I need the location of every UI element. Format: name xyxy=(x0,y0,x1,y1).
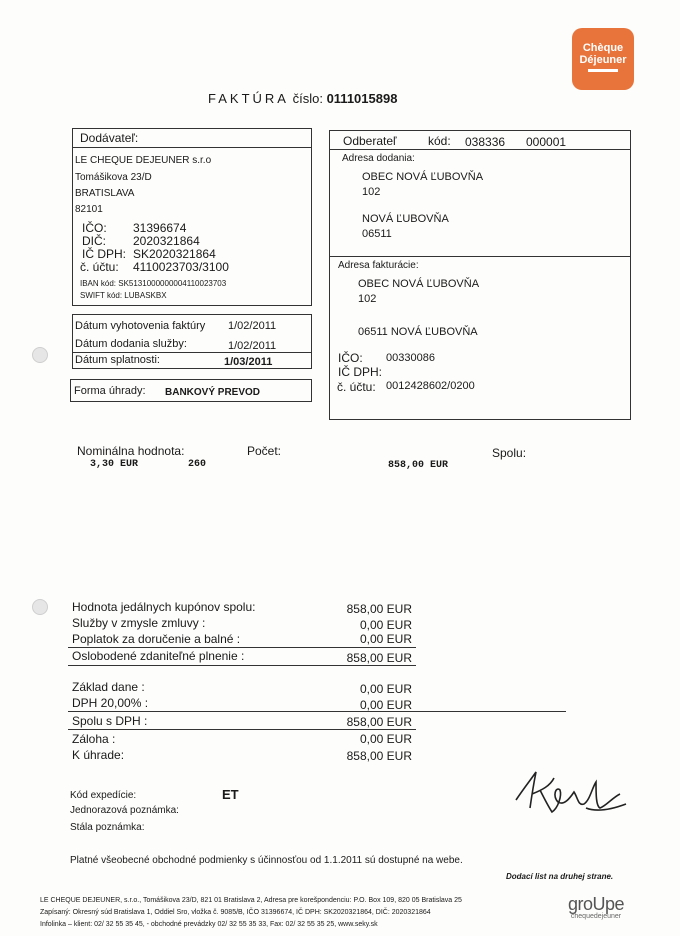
one-time-note-label: Jednorazová poznámka: xyxy=(70,805,179,816)
summary-row xyxy=(72,696,412,710)
supplier-heading: Dodávateľ: xyxy=(80,131,139,145)
summary-rule-4 xyxy=(68,729,416,730)
punch-hole-top xyxy=(32,347,48,363)
supplier-account-label: č. účtu: xyxy=(80,260,119,274)
summary-value: 858,00 EUR xyxy=(346,715,412,729)
summary-label: Hodnota jedálnych kupónov spolu: xyxy=(72,600,256,614)
summary-label: Záloha : xyxy=(72,732,116,746)
supplier-ico-label: IČO: xyxy=(82,221,107,235)
customer-heading: Odberateľ xyxy=(343,134,397,148)
service-date-label: Dátum dodania služby: xyxy=(75,338,187,350)
delivery-line-3: NOVÁ ĽUBOVŇA xyxy=(362,213,449,225)
nominal-label: Nominálna hodnota: xyxy=(77,444,185,458)
customer-icdph-label: IČ DPH: xyxy=(338,365,383,379)
nominal-value: 3,30 EUR xyxy=(90,459,139,470)
expedition-label: Kód expedície: xyxy=(70,790,137,801)
groupe-logo-sub: chequedejeuner xyxy=(570,913,622,920)
supplier-heading-rule xyxy=(72,147,312,148)
total-label: Spolu: xyxy=(492,446,527,460)
logo-line-1: Chèque xyxy=(582,42,624,54)
invoice-number-label: číslo: xyxy=(292,91,323,106)
summary-row xyxy=(72,600,412,614)
summary-rule-3 xyxy=(68,711,566,712)
terms-text: Platné všeobecné obchodné podmienky s účinnosťou od 1.1.2011 sú dostupné na webe. xyxy=(70,855,463,866)
summary-rule-2 xyxy=(68,665,416,666)
supplier-icdph-label: IČ DPH: xyxy=(82,247,127,261)
footer-line-1: LE CHEQUE DEJEUNER, s.r.o., Tomášikova 23/D, 821 01 Bratislava 2, Adresa pre korešpondenciu: P.O. Box 109, 820 05 Bratislava 25 xyxy=(40,897,462,904)
summary-label: Poplatok za doručenie a balné : xyxy=(72,632,241,646)
billing-line-1: OBEC NOVÁ ĽUBOVŇA xyxy=(358,278,480,290)
summary-value: 0,00 EUR xyxy=(359,682,412,696)
punch-hole-bottom xyxy=(32,599,48,615)
supplier-swift: SWIFT kód: LUBASKBX xyxy=(80,291,167,300)
summary-value: 858,00 EUR xyxy=(346,602,412,616)
summary-value: 0,00 EUR xyxy=(359,632,412,646)
customer-ico-label: IČO: xyxy=(338,351,363,365)
invoice-number: 0111015898 xyxy=(326,91,398,106)
total-value: 858,00 EUR xyxy=(388,460,449,471)
due-date: 1/03/2011 xyxy=(224,356,273,368)
summary-value: 0,00 EUR xyxy=(359,732,412,746)
supplier-dic: 2020321864 xyxy=(133,234,200,248)
delivery-line-2: 102 xyxy=(362,186,381,198)
billing-line-3: 06511 NOVÁ ĽUBOVŇA xyxy=(358,326,478,338)
groupe-logo-text: groUpe xyxy=(567,894,625,914)
summary-label: Spolu s DPH : xyxy=(72,714,148,728)
count-value: 260 xyxy=(188,459,207,470)
summary-value: 858,00 EUR xyxy=(346,749,412,763)
issued-date: 1/02/2011 xyxy=(228,320,277,332)
supplier-name: LE CHEQUE DEJEUNER s.r.o xyxy=(75,155,212,166)
signature xyxy=(512,768,632,818)
invoice-title-label: FAKTÚRA xyxy=(208,91,289,106)
due-date-rule xyxy=(72,352,312,353)
supplier-city: BRATISLAVA xyxy=(75,188,135,199)
billing-line-2: 102 xyxy=(358,293,377,305)
supplier-zip: 82101 xyxy=(75,204,103,215)
summary-row xyxy=(72,732,412,746)
summary-row xyxy=(72,680,412,694)
summary-label: Základ dane : xyxy=(72,680,145,694)
billing-address-label: Adresa fakturácie: xyxy=(338,260,419,271)
summary-row xyxy=(72,632,412,646)
footer-line-3: Infolinka – klient: 02/ 32 55 35 45, - obchodné prevádzky 02/ 32 55 35 33, Fax: 02/ 32 55 35 25, www.seky.sk xyxy=(40,921,378,928)
cheque-dejeuner-logo xyxy=(572,28,634,90)
logo-underline xyxy=(588,69,618,72)
payment-label: Forma úhrady: xyxy=(74,385,146,397)
supplier-dic-label: DIČ: xyxy=(82,234,106,248)
supplier-iban: IBAN kód: SK5131000000004110023703 xyxy=(80,279,227,288)
customer-ico: 00330086 xyxy=(386,352,435,364)
summary-value: 0,00 EUR xyxy=(359,618,412,632)
summary-label: DPH 20,00% : xyxy=(72,696,149,710)
due-date-label: Dátum splatnosti: xyxy=(75,354,160,366)
summary-label: Služby v zmysle zmluvy : xyxy=(72,616,206,630)
invoice-title xyxy=(208,91,397,106)
expedition-code: ET xyxy=(222,787,239,802)
delivery-address-label: Adresa dodania: xyxy=(342,153,415,164)
delivery-line-4: 06511 xyxy=(362,228,392,240)
delivery-line-1: OBEC NOVÁ ĽUBOVŇA xyxy=(362,171,484,183)
summary-value: 858,00 EUR xyxy=(346,651,412,665)
supplier-ico: 31396674 xyxy=(133,221,187,235)
supplier-icdph: SK2020321864 xyxy=(133,247,216,261)
footer-line-2: Zapísaný: Okresný súd Bratislava 1, Oddiel Sro, vložka č. 9085/B, IČO 31396674, IČ DPH: SK2020321864, DIČ: 2020321864 xyxy=(40,909,431,916)
summary-row xyxy=(72,649,412,663)
count-label: Počet: xyxy=(247,444,282,458)
groupe-brand xyxy=(558,894,634,920)
customer-heading-rule xyxy=(329,149,631,150)
delivery-note: Dodací list na druhej strane. xyxy=(506,872,614,881)
summary-row xyxy=(72,748,412,762)
customer-code-label: kód: xyxy=(428,134,451,148)
customer-code-2: 000001 xyxy=(526,135,567,149)
summary-label: K úhrade: xyxy=(72,748,125,762)
summary-row xyxy=(72,616,412,630)
summary-label: Oslobodené zdaniteľné plnenie : xyxy=(72,649,245,663)
billing-rule xyxy=(329,256,631,257)
customer-account: 0012428602/0200 xyxy=(386,380,475,392)
logo-line-2: Déjeuner xyxy=(579,54,627,66)
supplier-street: Tomášikova 23/D xyxy=(75,172,152,183)
summary-row xyxy=(72,714,412,728)
customer-code-1: 038336 xyxy=(465,135,506,149)
issued-date-label: Dátum vyhotovenia faktúry xyxy=(75,320,206,332)
summary-rule-1 xyxy=(68,647,416,648)
summary-value: 0,00 EUR xyxy=(359,698,412,712)
customer-account-label: č. účtu: xyxy=(337,380,376,394)
service-date: 1/02/2011 xyxy=(228,340,277,352)
supplier-account: 4110023703/3100 xyxy=(133,260,229,274)
payment-method: BANKOVÝ PREVOD xyxy=(165,387,261,398)
permanent-note-label: Stála poznámka: xyxy=(70,822,145,833)
